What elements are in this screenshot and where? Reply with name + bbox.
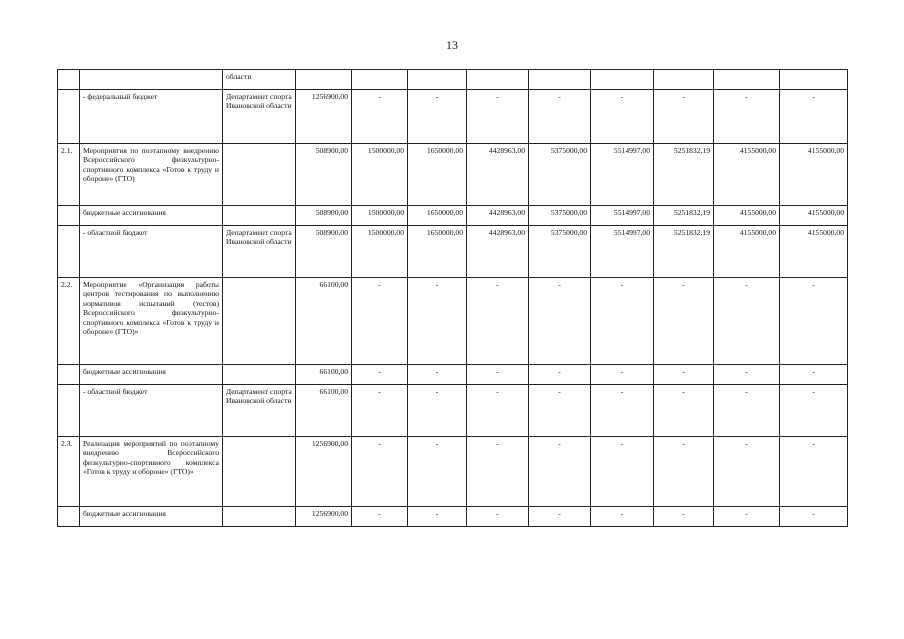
row-value-cell: -: [591, 437, 654, 507]
row-value-cell: 1650000,00: [408, 144, 467, 206]
row-value-cell: [467, 70, 529, 90]
row-value-cell: 5375000,00: [529, 206, 591, 226]
row-value-cell: -: [780, 437, 848, 507]
table-row: [58, 206, 848, 226]
row-description-cell: Мероприятие «Организация работы центров тестирования по выполнению нормативов испытаний (тестов) Всероссийского физкультурно-спортивного комплекса «Готов к труду и обороне» (ГТО)»: [80, 278, 223, 365]
row-value-cell: -: [408, 437, 467, 507]
row-value-cell: 1256900,00: [296, 90, 352, 144]
row-value-cell: -: [714, 365, 780, 385]
row-value-cell: -: [529, 365, 591, 385]
row-description-cell: Реализация мероприятий по поэтапному внедрению Всероссийского физкультурно-спортивного комплекса «Готов к труду и обороне» (ГТО)»: [80, 437, 223, 507]
row-value-cell: [591, 70, 654, 90]
budget-table: [57, 69, 848, 527]
row-department-cell: области: [223, 70, 296, 90]
row-value-cell: 5251832,19: [654, 144, 714, 206]
row-value-cell: 66100,00: [296, 385, 352, 437]
row-value-cell: -: [352, 278, 408, 365]
row-department-cell: Департамент спорта Ивановской области: [223, 90, 296, 144]
row-value-cell: 5514997,00: [591, 206, 654, 226]
table-row: [58, 365, 848, 385]
row-value-cell: -: [714, 507, 780, 527]
row-value-cell: 4428963,00: [467, 144, 529, 206]
row-value-cell: [529, 70, 591, 90]
row-value-cell: -: [529, 278, 591, 365]
row-value-cell: -: [352, 437, 408, 507]
table-row: [58, 385, 848, 437]
row-value-cell: 4155000,00: [714, 206, 780, 226]
row-value-cell: -: [529, 90, 591, 144]
row-value-cell: -: [654, 365, 714, 385]
row-value-cell: 4428963,00: [467, 226, 529, 278]
row-value-cell: 5514997,00: [591, 144, 654, 206]
row-value-cell: 4155000,00: [780, 226, 848, 278]
row-value-cell: -: [467, 385, 529, 437]
budget-table-body: [58, 70, 848, 527]
row-value-cell: 5375000,00: [529, 226, 591, 278]
row-value-cell: -: [352, 507, 408, 527]
row-value-cell: 4428963,00: [467, 206, 529, 226]
row-value-cell: 4155000,00: [714, 226, 780, 278]
row-value-cell: -: [408, 385, 467, 437]
row-value-cell: -: [780, 278, 848, 365]
row-index-cell: [58, 365, 80, 385]
page-number: 13: [446, 38, 458, 52]
row-value-cell: [352, 70, 408, 90]
row-index-cell: [58, 70, 80, 90]
row-value-cell: -: [654, 385, 714, 437]
row-value-cell: 1256900,00: [296, 437, 352, 507]
table-row: [58, 226, 848, 278]
row-value-cell: 5251832,19: [654, 206, 714, 226]
row-value-cell: -: [467, 278, 529, 365]
row-index-cell: [58, 206, 80, 226]
row-value-cell: 4155000,00: [714, 144, 780, 206]
row-value-cell: [408, 70, 467, 90]
row-value-cell: -: [591, 278, 654, 365]
row-value-cell: 4155000,00: [780, 144, 848, 206]
row-value-cell: 5375000,00: [529, 144, 591, 206]
row-value-cell: -: [654, 507, 714, 527]
row-value-cell: -: [654, 90, 714, 144]
row-value-cell: [654, 70, 714, 90]
row-value-cell: -: [654, 437, 714, 507]
row-value-cell: -: [780, 90, 848, 144]
row-index-cell: 2.2.: [58, 278, 80, 365]
row-description-cell: бюджетные ассигнования: [80, 365, 223, 385]
row-description-cell: бюджетные ассигнования: [80, 507, 223, 527]
row-value-cell: 508900,00: [296, 144, 352, 206]
row-value-cell: 5251832,19: [654, 226, 714, 278]
row-value-cell: -: [529, 507, 591, 527]
row-department-cell: [223, 278, 296, 365]
row-department-cell: [223, 507, 296, 527]
row-department-cell: [223, 437, 296, 507]
row-value-cell: -: [467, 365, 529, 385]
row-value-cell: 1650000,00: [408, 226, 467, 278]
row-value-cell: -: [591, 90, 654, 144]
row-description-cell: бюджетные ассигнования: [80, 206, 223, 226]
row-department-cell: Департамент спорта Ивановской области: [223, 226, 296, 278]
table-row: [58, 70, 848, 90]
row-description-cell: - областной бюджет: [80, 385, 223, 437]
row-value-cell: -: [352, 90, 408, 144]
row-value-cell: -: [352, 385, 408, 437]
row-value-cell: -: [714, 385, 780, 437]
row-value-cell: -: [714, 437, 780, 507]
row-value-cell: 1500000,00: [352, 206, 408, 226]
row-index-cell: [58, 507, 80, 527]
row-value-cell: -: [654, 278, 714, 365]
row-value-cell: -: [780, 385, 848, 437]
table-row: [58, 507, 848, 527]
row-description-cell: [80, 70, 223, 90]
row-value-cell: [714, 70, 780, 90]
row-value-cell: 1256900,00: [296, 507, 352, 527]
row-value-cell: -: [591, 507, 654, 527]
row-value-cell: 1650000,00: [408, 206, 467, 226]
row-value-cell: -: [591, 385, 654, 437]
row-value-cell: 66100,00: [296, 278, 352, 365]
row-department-cell: [223, 365, 296, 385]
row-value-cell: 508900,00: [296, 226, 352, 278]
row-index-cell: [58, 226, 80, 278]
row-value-cell: 5514997,00: [591, 226, 654, 278]
table-row: [58, 90, 848, 144]
row-value-cell: -: [780, 365, 848, 385]
table-row: [58, 144, 848, 206]
row-department-cell: [223, 144, 296, 206]
row-value-cell: -: [467, 437, 529, 507]
row-description-cell: Мероприятия по поэтапному внедрению Всероссийского физкультурно-спортивного комплекса «Готов к труду и обороне» (ГТО): [80, 144, 223, 206]
row-value-cell: [296, 70, 352, 90]
row-department-cell: [223, 206, 296, 226]
row-value-cell: -: [352, 365, 408, 385]
row-value-cell: -: [408, 365, 467, 385]
row-index-cell: [58, 90, 80, 144]
row-value-cell: -: [467, 507, 529, 527]
table-row: [58, 278, 848, 365]
row-index-cell: 2.3.: [58, 437, 80, 507]
row-value-cell: -: [714, 90, 780, 144]
row-value-cell: -: [529, 385, 591, 437]
row-value-cell: -: [408, 278, 467, 365]
row-value-cell: 1500000,00: [352, 144, 408, 206]
row-value-cell: -: [467, 90, 529, 144]
row-value-cell: -: [408, 90, 467, 144]
row-value-cell: 1500000,00: [352, 226, 408, 278]
row-value-cell: 66100,00: [296, 365, 352, 385]
row-value-cell: -: [408, 507, 467, 527]
table-row: [58, 437, 848, 507]
row-value-cell: -: [780, 507, 848, 527]
row-department-cell: Департамент спорта Ивановской области: [223, 385, 296, 437]
row-description-cell: - областной бюджет: [80, 226, 223, 278]
row-value-cell: -: [529, 437, 591, 507]
row-value-cell: -: [714, 278, 780, 365]
row-description-cell: - федеральный бюджет: [80, 90, 223, 144]
row-value-cell: 508900,00: [296, 206, 352, 226]
row-index-cell: [58, 385, 80, 437]
row-value-cell: [780, 70, 848, 90]
row-value-cell: 4155000,00: [780, 206, 848, 226]
row-index-cell: 2.1.: [58, 144, 80, 206]
row-value-cell: -: [591, 365, 654, 385]
